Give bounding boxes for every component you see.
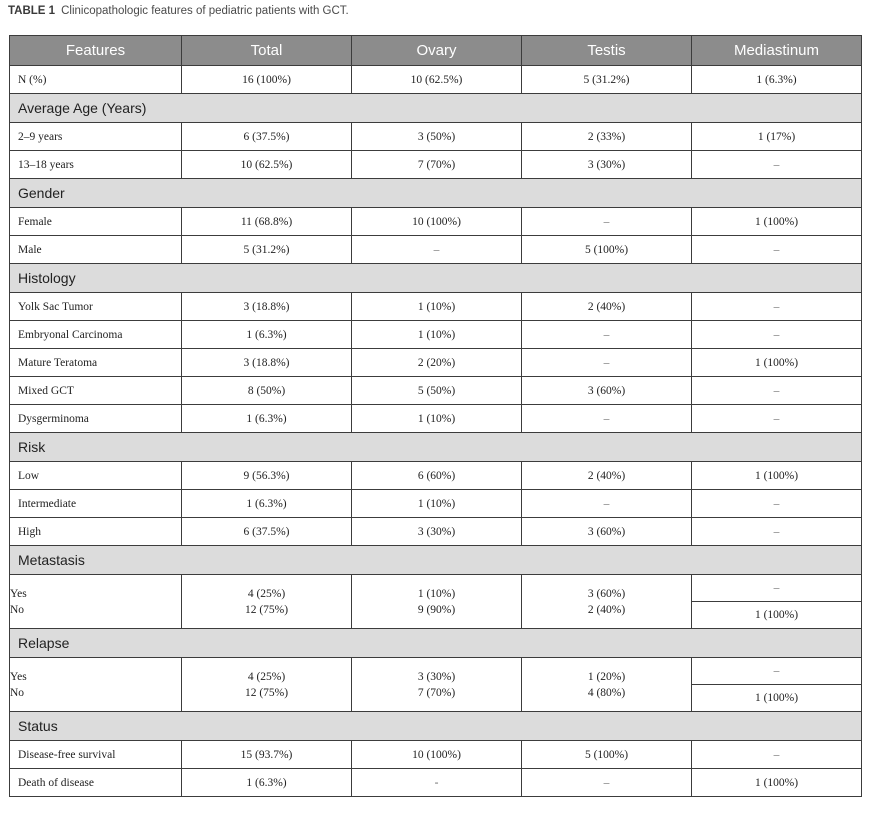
cell-testis: 3 (60%)	[522, 518, 692, 546]
section-row-gender	[10, 179, 862, 208]
cell-total: 6 (37.5%)	[182, 518, 352, 546]
table-row	[10, 377, 862, 405]
table-caption-text: Clinicopathologic features of pediatric patients with GCT.	[61, 5, 349, 17]
cell-total: 1 (6.3%)	[182, 490, 352, 518]
cell-total: 8 (50%)	[182, 377, 352, 405]
clinicopathologic-table	[9, 35, 862, 797]
cell-ovary-stack	[352, 575, 522, 629]
cell-total: 1 (6.3%)	[182, 769, 352, 797]
cell-ovary: 1 (10%)	[352, 405, 522, 433]
cell-testis: –	[522, 405, 692, 433]
cell-ovary: 9 (90%)	[417, 603, 456, 616]
cell-total: 9 (56.3%)	[182, 462, 352, 490]
section-row-relapse	[10, 629, 862, 658]
row-label: 13–18 years	[10, 151, 182, 179]
cell-ovary: 3 (50%)	[352, 123, 522, 151]
section-row-age	[10, 94, 862, 123]
row-label: Yolk Sac Tumor	[10, 293, 182, 321]
header-features: Features	[10, 36, 182, 66]
cell-testis: –	[522, 321, 692, 349]
section-title: Histology	[10, 264, 862, 293]
cell-testis-stack	[522, 658, 692, 712]
section-row-status	[10, 712, 862, 741]
cell-testis: 3 (60%)	[587, 587, 626, 600]
cell-testis: 5 (100%)	[522, 236, 692, 264]
table-row	[10, 575, 862, 602]
header-row	[10, 36, 862, 66]
cell-ovary: 3 (30%)	[352, 518, 522, 546]
cell-mediastinum: 1 (6.3%)	[692, 66, 862, 94]
table-row	[10, 349, 862, 377]
row-label: 2–9 years	[10, 123, 182, 151]
table-row	[10, 518, 862, 546]
cell-total: 11 (68.8%)	[182, 208, 352, 236]
row-label: Mixed GCT	[10, 377, 182, 405]
table-row	[10, 658, 862, 685]
cell-testis-stack	[522, 575, 692, 629]
row-label: Dysgerminoma	[10, 405, 182, 433]
cell-mediastinum: 1 (100%)	[692, 769, 862, 797]
section-title: Gender	[10, 179, 862, 208]
header-ovary: Ovary	[352, 36, 522, 66]
cell-ovary: 10 (100%)	[352, 208, 522, 236]
row-label: Mature Teratoma	[10, 349, 182, 377]
cell-testis: –	[522, 769, 692, 797]
table-row	[10, 741, 862, 769]
cell-ovary: 10 (100%)	[352, 741, 522, 769]
row-label: Death of disease	[10, 769, 182, 797]
section-row-metastasis	[10, 546, 862, 575]
row-label: Embryonal Carcinoma	[10, 321, 182, 349]
cell-total: 15 (93.7%)	[182, 741, 352, 769]
row-label-stack	[10, 658, 182, 712]
cell-mediastinum: –	[692, 151, 862, 179]
cell-ovary: 7 (70%)	[352, 151, 522, 179]
cell-testis: 2 (33%)	[522, 123, 692, 151]
table-row	[10, 123, 862, 151]
cell-mediastinum: –	[692, 321, 862, 349]
section-title: Relapse	[10, 629, 862, 658]
row-label: Yes	[10, 587, 27, 600]
cell-mediastinum: 1 (100%)	[692, 208, 862, 236]
row-label: Female	[10, 208, 182, 236]
cell-testis: 5 (100%)	[522, 741, 692, 769]
table-row	[10, 462, 862, 490]
cell-ovary: 7 (70%)	[417, 686, 456, 699]
table-row	[10, 208, 862, 236]
cell-ovary: 2 (20%)	[352, 349, 522, 377]
cell-total: 1 (6.3%)	[182, 405, 352, 433]
section-title: Status	[10, 712, 862, 741]
cell-ovary: -	[352, 769, 522, 797]
cell-mediastinum: –	[692, 293, 862, 321]
row-label: Disease-free survival	[10, 741, 182, 769]
cell-mediastinum: 1 (100%)	[692, 685, 862, 712]
row-label: No	[10, 603, 25, 616]
cell-total: 12 (75%)	[244, 686, 289, 699]
table-row	[10, 405, 862, 433]
cell-ovary: 5 (50%)	[352, 377, 522, 405]
cell-total-stack	[182, 658, 352, 712]
cell-ovary: –	[352, 236, 522, 264]
cell-ovary: 6 (60%)	[352, 462, 522, 490]
table-row	[10, 293, 862, 321]
cell-total: 10 (62.5%)	[182, 151, 352, 179]
cell-mediastinum: –	[692, 377, 862, 405]
cell-mediastinum: 1 (100%)	[692, 602, 862, 629]
cell-total: 5 (31.2%)	[182, 236, 352, 264]
cell-ovary: 1 (10%)	[352, 321, 522, 349]
table-row	[10, 321, 862, 349]
header-mediastinum: Mediastinum	[692, 36, 862, 66]
row-label: Intermediate	[10, 490, 182, 518]
table-caption	[8, 5, 349, 17]
cell-testis: 4 (80%)	[587, 686, 626, 699]
cell-testis: –	[522, 208, 692, 236]
cell-total: 4 (25%)	[247, 670, 286, 683]
cell-total: 3 (18.8%)	[182, 349, 352, 377]
cell-total: 12 (75%)	[244, 603, 289, 616]
header-total: Total	[182, 36, 352, 66]
cell-testis: –	[522, 349, 692, 377]
cell-total-stack	[182, 575, 352, 629]
cell-mediastinum: 1 (100%)	[692, 349, 862, 377]
cell-ovary: 10 (62.5%)	[352, 66, 522, 94]
table-caption-label: TABLE 1	[8, 5, 56, 17]
table-row	[10, 151, 862, 179]
cell-testis: 2 (40%)	[587, 603, 626, 616]
cell-total: 3 (18.8%)	[182, 293, 352, 321]
section-title: Risk	[10, 433, 862, 462]
cell-mediastinum: –	[692, 658, 862, 685]
cell-total: 16 (100%)	[182, 66, 352, 94]
cell-total: 4 (25%)	[247, 587, 286, 600]
cell-testis: 3 (60%)	[522, 377, 692, 405]
cell-mediastinum: –	[692, 741, 862, 769]
row-label: Male	[10, 236, 182, 264]
section-row-histology	[10, 264, 862, 293]
cell-mediastinum: –	[692, 236, 862, 264]
cell-testis: 2 (40%)	[522, 293, 692, 321]
row-label: No	[10, 686, 25, 699]
table-row	[10, 236, 862, 264]
cell-mediastinum: 1 (17%)	[692, 123, 862, 151]
row-label-stack	[10, 575, 182, 629]
row-label: Low	[10, 462, 182, 490]
cell-mediastinum: –	[692, 490, 862, 518]
cell-ovary: 3 (30%)	[417, 670, 456, 683]
cell-ovary: 1 (10%)	[352, 293, 522, 321]
table-row	[10, 769, 862, 797]
cell-ovary: 1 (10%)	[417, 587, 456, 600]
header-testis: Testis	[522, 36, 692, 66]
cell-ovary-stack	[352, 658, 522, 712]
cell-total: 6 (37.5%)	[182, 123, 352, 151]
cell-testis: –	[522, 490, 692, 518]
cell-ovary: 1 (10%)	[352, 490, 522, 518]
table-row	[10, 66, 862, 94]
section-title: Average Age (Years)	[10, 94, 862, 123]
cell-mediastinum: –	[692, 518, 862, 546]
row-label: High	[10, 518, 182, 546]
cell-testis: 3 (30%)	[522, 151, 692, 179]
row-label: Yes	[10, 670, 27, 683]
cell-testis: 5 (31.2%)	[522, 66, 692, 94]
cell-mediastinum: –	[692, 405, 862, 433]
cell-mediastinum: –	[692, 575, 862, 602]
cell-total: 1 (6.3%)	[182, 321, 352, 349]
row-label: N (%)	[10, 66, 182, 94]
cell-testis: 1 (20%)	[587, 670, 626, 683]
table-row	[10, 490, 862, 518]
section-title: Metastasis	[10, 546, 862, 575]
cell-mediastinum: 1 (100%)	[692, 462, 862, 490]
cell-testis: 2 (40%)	[522, 462, 692, 490]
section-row-risk	[10, 433, 862, 462]
